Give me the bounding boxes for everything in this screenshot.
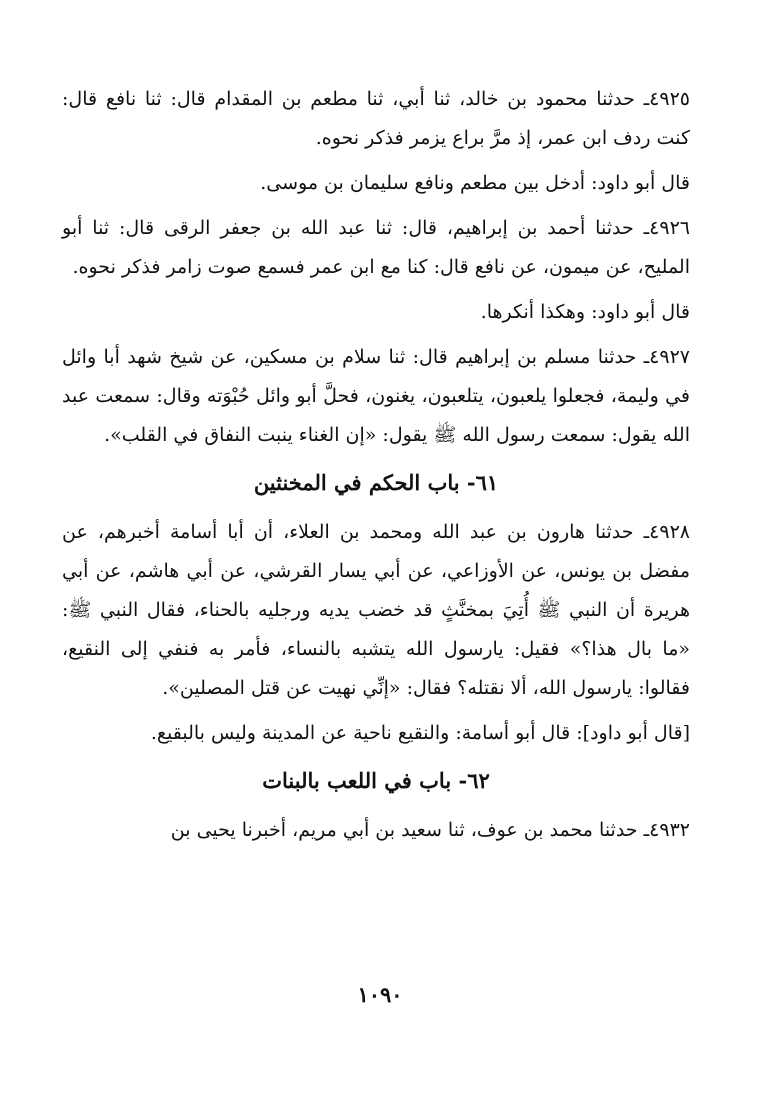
hadith-4925: ٤٩٢٥ـ حدثنا محمود بن خالد، ثنا أبي، ثنا مطعم بن المقدام قال: ثنا نافع قال: كنت ردف ابن عمر، إذ مرَّ براع يزمر فذكر نحوه.	[62, 88, 690, 149]
hadith-4927: ٤٩٢٧ـ حدثنا مسلم بن إبراهيم قال: ثنا سلام بن مسكين، عن شيخ شهد أبا وائل في وليمة، فجعلوا يلعبون، يتلعبون، يغنون، فحلَّ أبو وائل حُبْوَته وقال: سمعت عبد الله يقول: سمعت رسول الله ﷺ يقول: «إن الغناء ينبت النفاق في القلب».	[62, 346, 690, 446]
page-body	[62, 80, 690, 856]
hadith-4926: ٤٩٢٦ـ حدثنا أحمد بن إبراهيم، قال: ثنا عبد الله بن جعفر الرقى قال: ثنا أبو المليح، عن ميمون، عن نافع قال: كنا مع ابن عمر فسمع صوت زامر فذكر نحوه.	[62, 217, 690, 278]
page-number: ١٠٩٠	[357, 982, 403, 1007]
chapter-heading-62: ٦٢- باب في اللعب بالبنات	[262, 768, 490, 793]
note-4925: قال أبو داود: أدخل بين مطعم ونافع سليمان بن موسى.	[260, 172, 690, 194]
hadith-4932: ٤٩٣٢ـ حدثنا محمد بن عوف، ثنا سعيد بن أبي مريم، أخبرنا يحيى بن	[170, 819, 690, 841]
note-4926: قال أبو داود: وهكذا أنكرها.	[480, 301, 690, 323]
chapter-heading-61: ٦١- باب الحكم في المخنثين	[253, 470, 499, 495]
note-4928: [قال أبو داود]: قال أبو أسامة: والنقيع ناحية عن المدينة وليس بالبقيع.	[150, 722, 690, 744]
hadith-4928: ٤٩٢٨ـ حدثنا هارون بن عبد الله ومحمد بن العلاء، أن أبا أسامة أخبرهم، عن مفضل بن يونس، عن الأوزاعي، عن أبي يسار القرشي، عن أبي هاشم، عن أبي هريرة أن النبي ﷺ أُتِيَ بمخنَّثٍ قد خضب يديه ورجليه بالحناء، فقال النبي ﷺ: «ما بال هذا؟» فقيل: يارسول الله يتشبه بالنساء، فأمر به فنفي إلى النقيع، فقالوا: يارسول الله، ألا نقتله؟ فقال: «إنِّي نهيت عن قتل المصلين».	[62, 521, 690, 699]
